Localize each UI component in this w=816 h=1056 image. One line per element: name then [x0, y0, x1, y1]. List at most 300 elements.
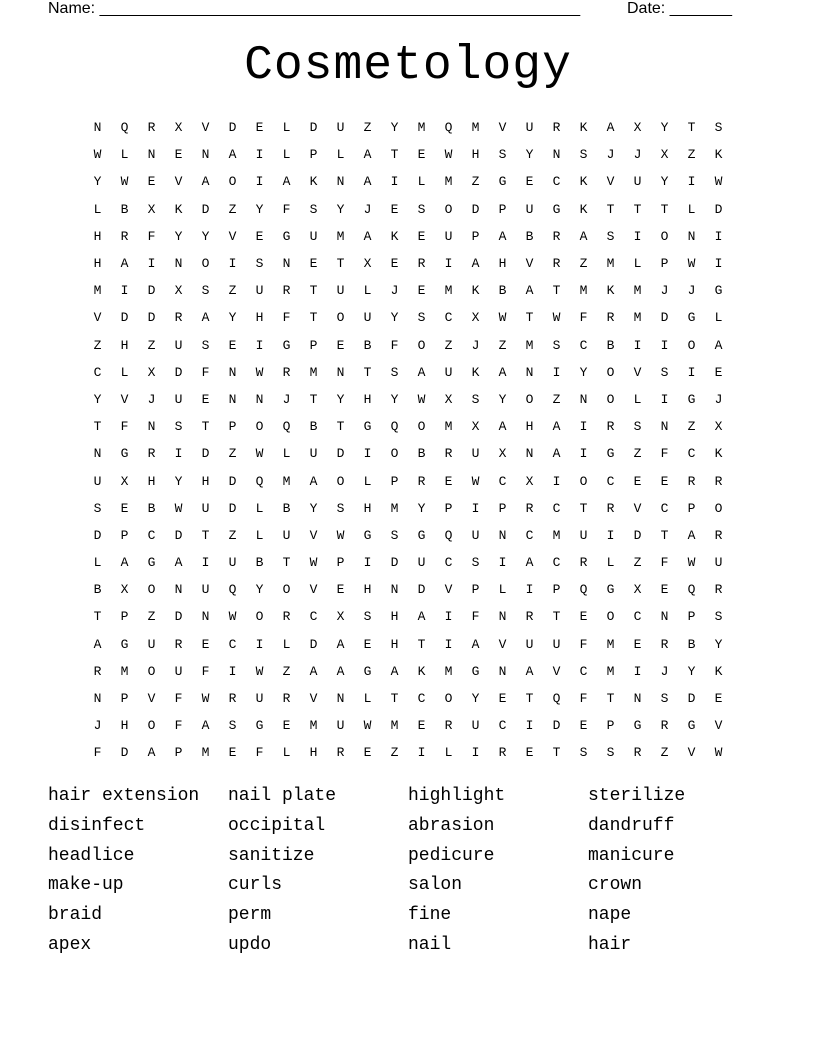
grid-letter: G [363, 663, 372, 679]
grid-letter: R [228, 691, 237, 707]
grid-letter: W [120, 174, 129, 190]
grid-letter: N [660, 609, 669, 625]
grid-letter: P [390, 473, 399, 489]
grid-letter: E [390, 256, 399, 272]
word-list [48, 782, 768, 961]
grid-letter: N [228, 391, 237, 407]
grid-letter: O [417, 337, 426, 353]
grid-letter: L [120, 364, 129, 380]
grid-letter: U [417, 555, 426, 571]
grid-row [84, 739, 732, 766]
grid-letter: P [498, 201, 507, 217]
grid-letter: V [606, 174, 615, 190]
grid-letter: D [471, 201, 480, 217]
grid-letter: L [282, 636, 291, 652]
grid-letter: V [147, 691, 156, 707]
grid-letter: S [390, 527, 399, 543]
grid-letter: W [309, 555, 318, 571]
grid-letter: N [255, 391, 264, 407]
grid-letter: P [444, 500, 453, 516]
grid-letter: B [309, 419, 318, 435]
grid-letter: F [282, 201, 291, 217]
grid-letter: S [579, 745, 588, 761]
grid-letter: Z [498, 337, 507, 353]
grid-letter: Z [93, 337, 102, 353]
grid-letter: U [525, 201, 534, 217]
grid-letter: N [336, 691, 345, 707]
grid-letter: E [579, 718, 588, 734]
grid-letter: I [363, 555, 372, 571]
grid-letter: Q [579, 582, 588, 598]
grid-letter: U [201, 582, 210, 598]
grid-letter: L [282, 147, 291, 163]
grid-letter: I [714, 256, 723, 272]
grid-row [84, 250, 732, 277]
grid-letter: U [471, 527, 480, 543]
grid-letter: G [255, 718, 264, 734]
grid-letter: C [93, 364, 102, 380]
grid-row [84, 576, 732, 603]
grid-letter: E [147, 174, 156, 190]
grid-letter: A [147, 745, 156, 761]
grid-letter: D [147, 310, 156, 326]
word-list-item: apex [48, 934, 92, 955]
grid-letter: Z [363, 120, 372, 136]
grid-letter: V [687, 745, 696, 761]
grid-letter: R [174, 310, 183, 326]
grid-letter: D [417, 582, 426, 598]
grid-letter: S [633, 419, 642, 435]
grid-letter: R [660, 718, 669, 734]
grid-letter: Q [390, 419, 399, 435]
grid-letter: Y [660, 174, 669, 190]
word-list-item: updo [228, 934, 272, 955]
grid-letter: I [552, 364, 561, 380]
grid-letter: L [93, 201, 102, 217]
grid-letter: Y [174, 228, 183, 244]
grid-letter: I [687, 364, 696, 380]
grid-letter: A [417, 609, 426, 625]
page-title: Cosmetology [244, 39, 572, 93]
grid-letter: X [336, 609, 345, 625]
grid-letter: Z [147, 609, 156, 625]
grid-letter: S [660, 364, 669, 380]
grid-letter: H [525, 419, 534, 435]
grid-letter: U [309, 228, 318, 244]
grid-letter: W [174, 500, 183, 516]
grid-letter: I [471, 500, 480, 516]
grid-letter: R [498, 745, 507, 761]
grid-letter: O [390, 446, 399, 462]
grid-letter: R [336, 745, 345, 761]
grid-letter: L [336, 147, 345, 163]
grid-letter: O [714, 500, 723, 516]
grid-letter: D [309, 120, 318, 136]
grid-letter: V [498, 120, 507, 136]
grid-letter: F [390, 337, 399, 353]
grid-letter: M [201, 745, 210, 761]
grid-letter: Y [498, 391, 507, 407]
grid-letter: Z [633, 446, 642, 462]
grid-letter: T [309, 283, 318, 299]
grid-letter: M [417, 120, 426, 136]
grid-letter: V [714, 718, 723, 734]
grid-letter: U [444, 364, 453, 380]
grid-row [84, 603, 732, 630]
grid-letter: C [444, 555, 453, 571]
grid-letter: D [336, 446, 345, 462]
grid-letter: Z [660, 745, 669, 761]
grid-letter: D [174, 364, 183, 380]
grid-letter: E [228, 337, 237, 353]
grid-letter: A [363, 174, 372, 190]
grid-letter: J [606, 147, 615, 163]
grid-letter: M [309, 364, 318, 380]
grid-letter: I [552, 473, 561, 489]
grid-letter: R [282, 691, 291, 707]
grid-letter: A [282, 174, 291, 190]
grid-letter: V [633, 364, 642, 380]
grid-letter: P [309, 147, 318, 163]
grid-letter: F [147, 228, 156, 244]
grid-letter: D [147, 283, 156, 299]
grid-row [84, 386, 732, 413]
word-list-item: hair [588, 934, 632, 955]
grid-letter: Y [228, 310, 237, 326]
grid-letter: O [525, 391, 534, 407]
grid-row [84, 658, 732, 685]
grid-letter: H [390, 636, 399, 652]
grid-letter: R [579, 555, 588, 571]
grid-letter: U [525, 636, 534, 652]
grid-letter: L [687, 201, 696, 217]
grid-letter: R [660, 636, 669, 652]
grid-letter: X [147, 201, 156, 217]
grid-letter: L [255, 527, 264, 543]
grid-letter: L [606, 555, 615, 571]
grid-letter: I [714, 228, 723, 244]
grid-letter: I [201, 555, 210, 571]
grid-letter: E [417, 228, 426, 244]
grid-letter: D [714, 201, 723, 217]
grid-letter: J [633, 147, 642, 163]
grid-letter: L [444, 745, 453, 761]
grid-letter: I [444, 609, 453, 625]
grid-letter: T [606, 691, 615, 707]
grid-letter: N [498, 609, 507, 625]
grid-letter: D [174, 527, 183, 543]
grid-letter: X [174, 120, 183, 136]
grid-letter: H [93, 256, 102, 272]
grid-letter: V [228, 228, 237, 244]
grid-letter: M [606, 256, 615, 272]
grid-letter: R [417, 473, 426, 489]
grid-letter: T [525, 310, 534, 326]
grid-letter: X [714, 419, 723, 435]
grid-letter: Z [444, 337, 453, 353]
grid-letter: N [579, 391, 588, 407]
grid-letter: K [417, 663, 426, 679]
grid-letter: A [174, 555, 183, 571]
grid-letter: B [498, 283, 507, 299]
word-list-item: sterilize [588, 786, 686, 806]
grid-letter: M [390, 718, 399, 734]
grid-letter: Y [525, 147, 534, 163]
grid-letter: U [525, 120, 534, 136]
grid-letter: X [633, 120, 642, 136]
grid-letter: O [606, 391, 615, 407]
grid-letter: I [444, 636, 453, 652]
grid-letter: J [687, 283, 696, 299]
grid-letter: V [525, 256, 534, 272]
grid-letter: E [633, 636, 642, 652]
grid-letter: J [471, 337, 480, 353]
grid-letter: O [336, 310, 345, 326]
grid-letter: G [120, 446, 129, 462]
grid-letter: D [660, 310, 669, 326]
grid-letter: H [498, 256, 507, 272]
grid-letter: N [336, 174, 345, 190]
grid-letter: R [714, 473, 723, 489]
grid-letter: X [174, 283, 183, 299]
grid-letter: B [606, 337, 615, 353]
grid-letter: P [309, 337, 318, 353]
grid-letter: L [714, 310, 723, 326]
grid-letter: A [201, 174, 210, 190]
grid-letter: P [606, 718, 615, 734]
grid-letter: S [471, 555, 480, 571]
grid-letter: U [363, 310, 372, 326]
grid-letter: C [417, 691, 426, 707]
grid-letter: N [147, 419, 156, 435]
grid-letter: F [579, 636, 588, 652]
grid-letter: T [336, 419, 345, 435]
grid-letter: W [201, 691, 210, 707]
grid-letter: O [201, 256, 210, 272]
grid-letter: O [660, 228, 669, 244]
grid-letter: F [471, 609, 480, 625]
word-list-item: perm [228, 905, 272, 926]
grid-letter: A [525, 283, 534, 299]
grid-letter: A [120, 555, 129, 571]
grid-letter: L [120, 147, 129, 163]
grid-letter: S [579, 147, 588, 163]
grid-letter: Z [282, 663, 291, 679]
grid-row [84, 413, 732, 440]
word-list-item: nail [408, 934, 452, 955]
grid-letter: Y [309, 500, 318, 516]
grid-letter: P [687, 609, 696, 625]
grid-letter: W [255, 364, 264, 380]
grid-letter: E [525, 745, 534, 761]
grid-letter: O [147, 663, 156, 679]
grid-letter: Y [390, 120, 399, 136]
grid-letter: A [714, 337, 723, 353]
grid-letter: M [444, 419, 453, 435]
grid-letter: T [660, 527, 669, 543]
grid-letter: T [633, 201, 642, 217]
grid-letter: U [714, 555, 723, 571]
grid-letter: B [120, 201, 129, 217]
grid-letter: T [417, 636, 426, 652]
grid-letter: G [687, 310, 696, 326]
grid-letter: D [120, 745, 129, 761]
grid-letter: U [579, 527, 588, 543]
grid-letter: I [255, 636, 264, 652]
grid-letter: G [687, 391, 696, 407]
grid-letter: C [309, 609, 318, 625]
grid-letter: C [687, 446, 696, 462]
grid-letter: A [606, 120, 615, 136]
grid-letter: I [633, 337, 642, 353]
grid-row [84, 522, 732, 549]
grid-letter: V [444, 582, 453, 598]
grid-letter: K [579, 174, 588, 190]
grid-letter: X [120, 473, 129, 489]
grid-letter: R [606, 419, 615, 435]
grid-letter: R [714, 527, 723, 543]
grid-letter: N [93, 446, 102, 462]
grid-letter: F [660, 446, 669, 462]
grid-letter: L [363, 691, 372, 707]
grid-letter: E [336, 582, 345, 598]
grid-letter: R [120, 228, 129, 244]
grid-row [84, 114, 732, 141]
grid-letter: H [120, 718, 129, 734]
grid-letter: J [714, 391, 723, 407]
grid-letter: H [255, 310, 264, 326]
grid-letter: B [525, 228, 534, 244]
word-list-item: nail plate [228, 786, 337, 806]
grid-letter: Z [633, 555, 642, 571]
grid-letter: T [201, 419, 210, 435]
grid-letter: M [606, 636, 615, 652]
grid-letter: G [147, 555, 156, 571]
grid-letter: T [390, 147, 399, 163]
grid-letter: S [174, 419, 183, 435]
grid-letter: M [444, 283, 453, 299]
word-list-item: salon [408, 875, 463, 896]
grid-letter: N [687, 228, 696, 244]
grid-letter: J [147, 391, 156, 407]
grid-letter: P [120, 691, 129, 707]
grid-letter: E [255, 228, 264, 244]
grid-letter: I [525, 718, 534, 734]
grid-letter: P [660, 256, 669, 272]
grid-letter: T [309, 391, 318, 407]
grid-letter: N [93, 120, 102, 136]
grid-letter: R [147, 120, 156, 136]
grid-letter: D [390, 555, 399, 571]
grid-letter: Q [444, 527, 453, 543]
grid-letter: R [147, 446, 156, 462]
grid-letter: V [174, 174, 183, 190]
grid-letter: O [444, 691, 453, 707]
grid-letter: P [174, 745, 183, 761]
grid-letter: P [228, 419, 237, 435]
grid-letter: S [552, 337, 561, 353]
grid-letter: Q [282, 419, 291, 435]
grid-letter: J [282, 391, 291, 407]
word-list-item: make-up [48, 875, 124, 896]
grid-letter: X [471, 419, 480, 435]
grid-letter: A [363, 147, 372, 163]
grid-letter: H [363, 391, 372, 407]
date-field-label: Date: _______ [627, 0, 732, 17]
grid-letter: Q [255, 473, 264, 489]
header [48, 0, 748, 20]
grid-letter: O [147, 718, 156, 734]
grid-letter: N [552, 147, 561, 163]
grid-letter: O [579, 473, 588, 489]
grid-letter: Y [390, 310, 399, 326]
grid-letter: G [606, 582, 615, 598]
grid-letter: U [444, 228, 453, 244]
grid-letter: I [390, 174, 399, 190]
grid-letter: Y [255, 201, 264, 217]
grid-letter: S [606, 228, 615, 244]
grid-letter: Y [471, 691, 480, 707]
grid-letter: C [498, 718, 507, 734]
grid-letter: M [120, 663, 129, 679]
grid-letter: I [660, 337, 669, 353]
grid-letter: E [363, 745, 372, 761]
grid-letter: A [120, 256, 129, 272]
grid-letter: K [471, 364, 480, 380]
grid-letter: S [93, 500, 102, 516]
grid-letter: F [201, 663, 210, 679]
grid-letter: A [201, 310, 210, 326]
grid-letter: U [552, 636, 561, 652]
grid-letter: W [255, 663, 264, 679]
grid-letter: V [309, 582, 318, 598]
grid-letter: I [633, 663, 642, 679]
grid-letter: Y [93, 174, 102, 190]
letter-grid [84, 114, 732, 767]
grid-letter: L [282, 446, 291, 462]
grid-row [84, 495, 732, 522]
grid-letter: D [228, 120, 237, 136]
grid-letter: Q [444, 120, 453, 136]
word-list-item: curls [228, 875, 283, 896]
grid-letter: Z [390, 745, 399, 761]
grid-letter: E [390, 201, 399, 217]
grid-letter: L [282, 745, 291, 761]
grid-letter: I [417, 745, 426, 761]
grid-letter: N [174, 582, 183, 598]
grid-letter: O [255, 419, 264, 435]
grid-letter: S [309, 201, 318, 217]
grid-letter: T [336, 256, 345, 272]
grid-letter: U [174, 663, 183, 679]
grid-letter: I [174, 446, 183, 462]
grid-row [84, 685, 732, 712]
grid-letter: W [255, 446, 264, 462]
grid-letter: G [633, 718, 642, 734]
word-list-item: hair extension [48, 786, 200, 806]
grid-letter: Q [120, 120, 129, 136]
grid-letter: R [552, 120, 561, 136]
grid-letter: R [525, 500, 534, 516]
grid-letter: B [93, 582, 102, 598]
grid-letter: M [552, 527, 561, 543]
grid-letter: R [552, 256, 561, 272]
grid-letter: N [228, 364, 237, 380]
grid-letter: U [282, 527, 291, 543]
grid-letter: K [390, 228, 399, 244]
grid-letter: E [714, 364, 723, 380]
grid-letter: I [255, 147, 264, 163]
